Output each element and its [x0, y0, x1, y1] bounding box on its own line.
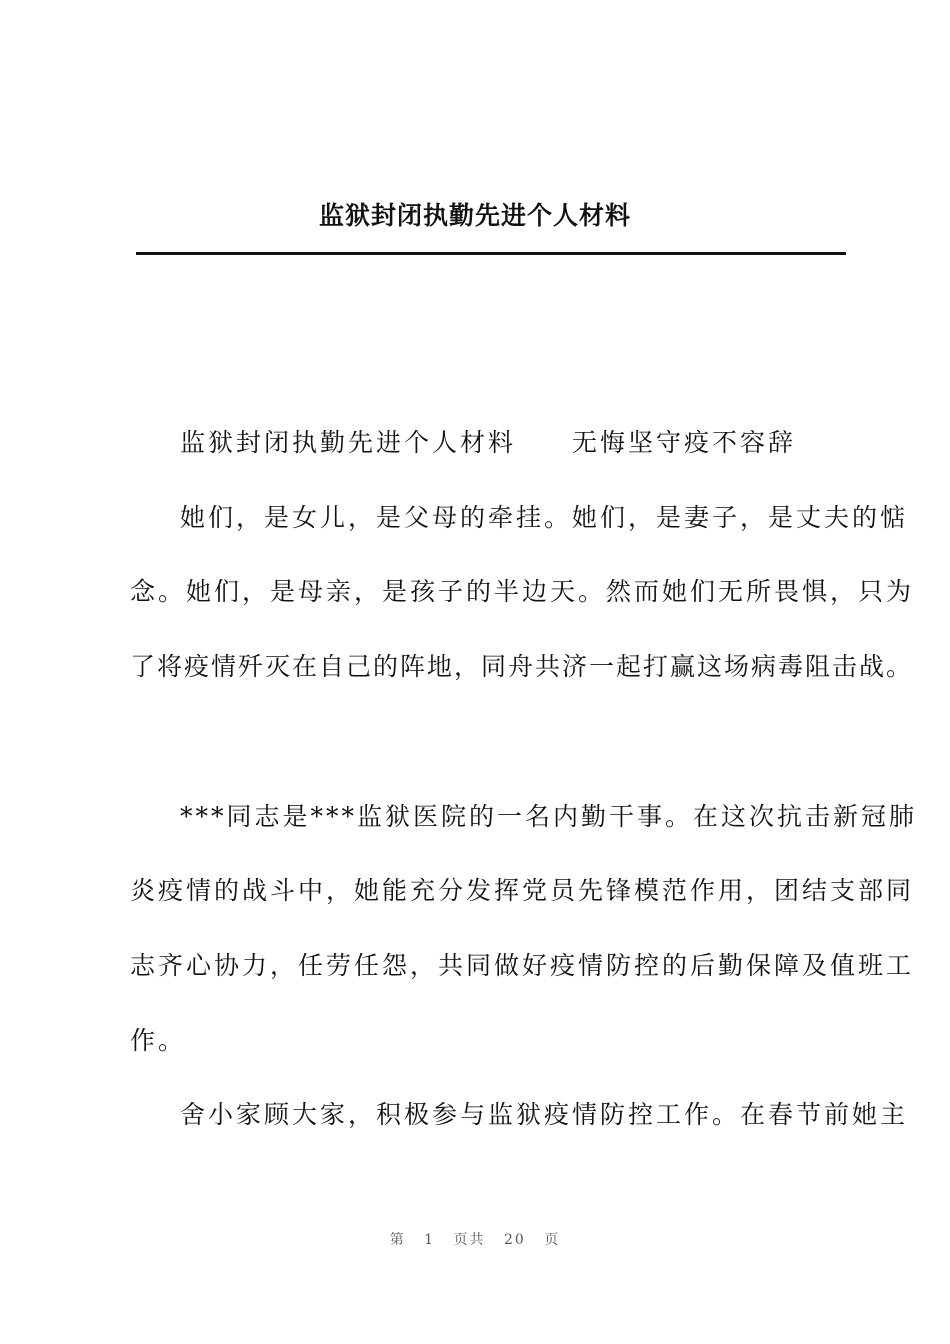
paragraph-line: 她们，是女儿，是父母的牵挂。她们，是妻子，是丈夫的惦 [180, 503, 909, 532]
document-title: 监狱封闭执勤先进个人材料 [318, 201, 631, 230]
footer-current-page: 1 [424, 1232, 436, 1248]
footer-total-pages: 20 [504, 1232, 526, 1248]
footer-suffix: 页 [544, 1232, 561, 1248]
footer-prefix: 第 [389, 1232, 406, 1248]
paragraph-line: 舍小家顾大家，积极参与监狱疫情防控工作。在春节前她主 [180, 1100, 909, 1129]
page-footer [0, 1229, 950, 1249]
paragraph-line: 志齐心协力，任劳任怨，共同做好疫情防控的后勤保障及值班工 [130, 951, 915, 980]
paragraph-line: 炎疫情的战斗中，她能充分发挥党员先锋模范作用，团结支部同 [130, 876, 915, 905]
subtitle-line: 监狱封闭执勤先进个人材料 无悔坚守疫不容辞 [180, 428, 797, 457]
paragraph-line: 了将疫情歼灭在自己的阵地，同舟共济一起打赢这场病毒阻击战。 [130, 652, 914, 681]
footer-middle: 页共 [453, 1232, 486, 1248]
title-underline [136, 252, 846, 255]
paragraph-line: 作。 [130, 1026, 187, 1055]
paragraph-line: 念。她们，是母亲，是孩子的半边天。然而她们无所畏惧，只为 [130, 577, 915, 606]
paragraph-line: ***同志是***监狱医院的一名内勤干事。在这次抗击新冠肺 [180, 802, 918, 831]
